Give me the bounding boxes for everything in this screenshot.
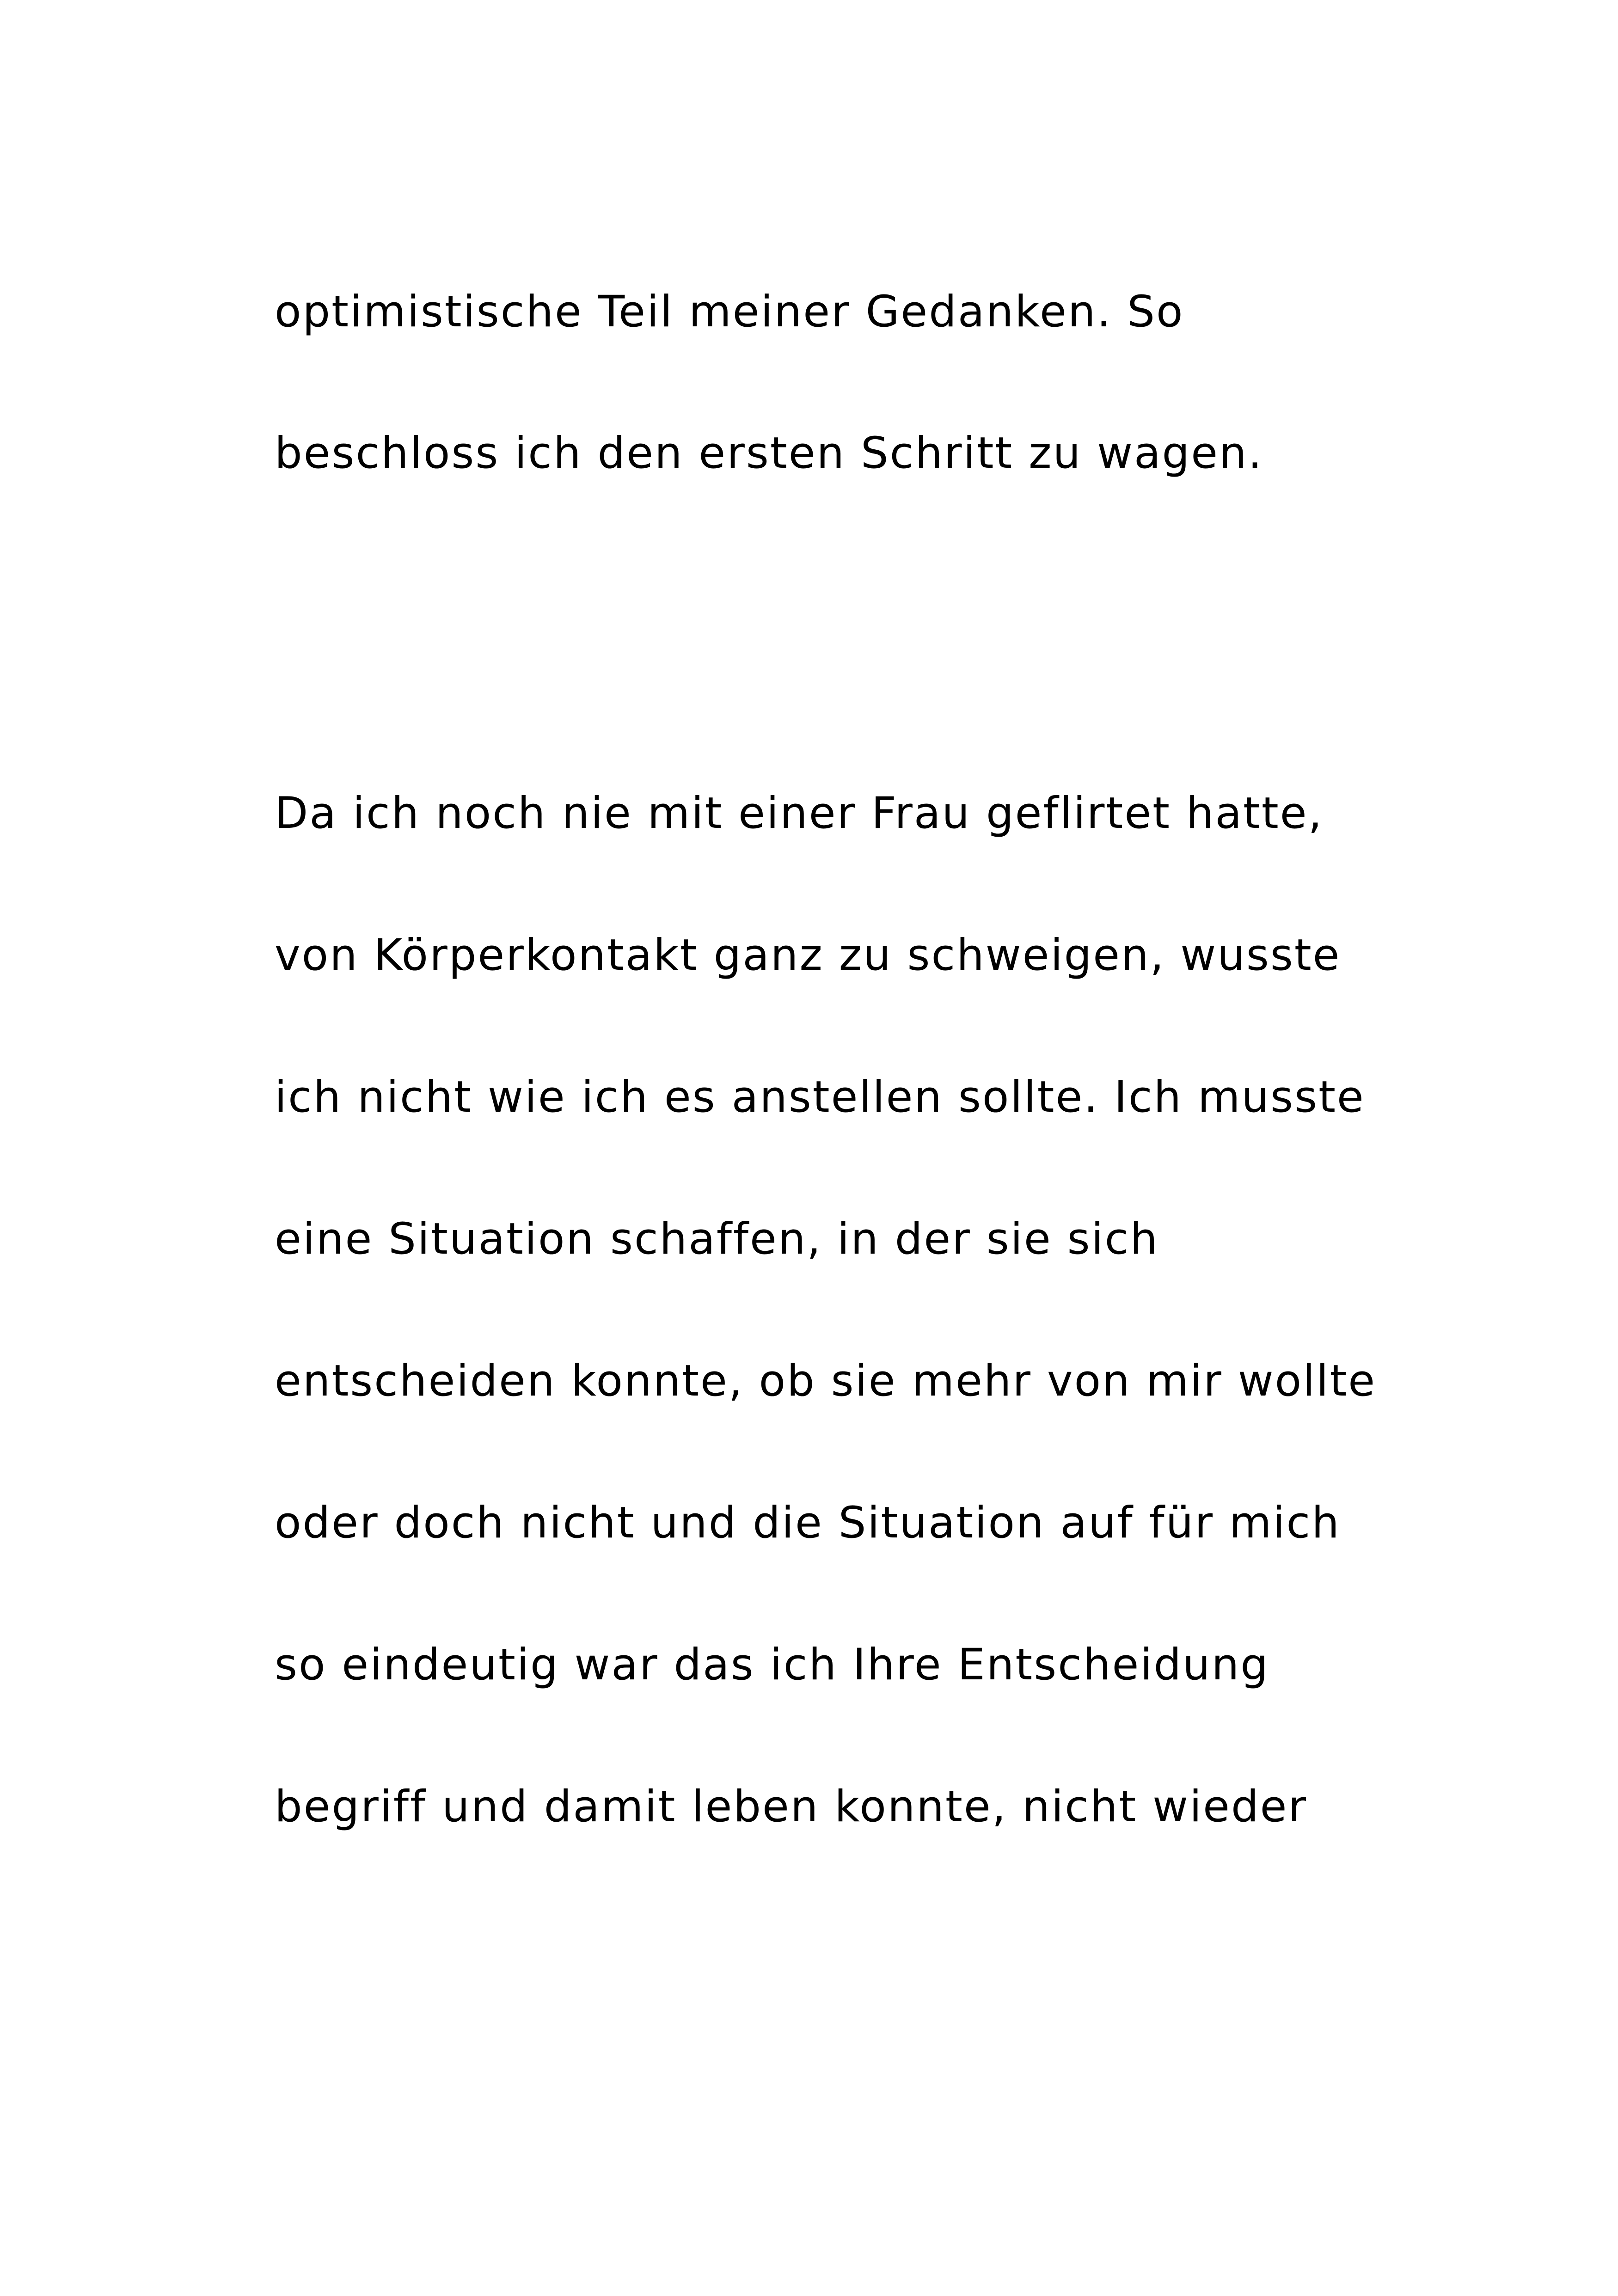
text-line: begriff und damit leben konnte, nicht wieder: [275, 1782, 1308, 1832]
text-line: so eindeutig war das ich Ihre Entscheidung: [275, 1640, 1269, 1690]
text-line: beschloss ich den ersten Schritt zu wagen.: [275, 428, 1263, 478]
text-line: Da ich noch nie mit einer Frau geflirtet hatte,: [275, 788, 1324, 839]
text-line: ich nicht wie ich es anstellen sollte. Ich musste: [275, 1072, 1365, 1122]
text-line: entscheiden konnte, ob sie mehr von mir wollte: [275, 1356, 1377, 1406]
text-line: oder doch nicht und die Situation auf für mich: [275, 1498, 1341, 1548]
text-line: von Körperkontakt ganz zu schweigen, wusste: [275, 930, 1341, 980]
text-line: optimistische Teil meiner Gedanken. So: [275, 287, 1184, 337]
text-line: eine Situation schaffen, in der sie sich: [275, 1214, 1159, 1264]
